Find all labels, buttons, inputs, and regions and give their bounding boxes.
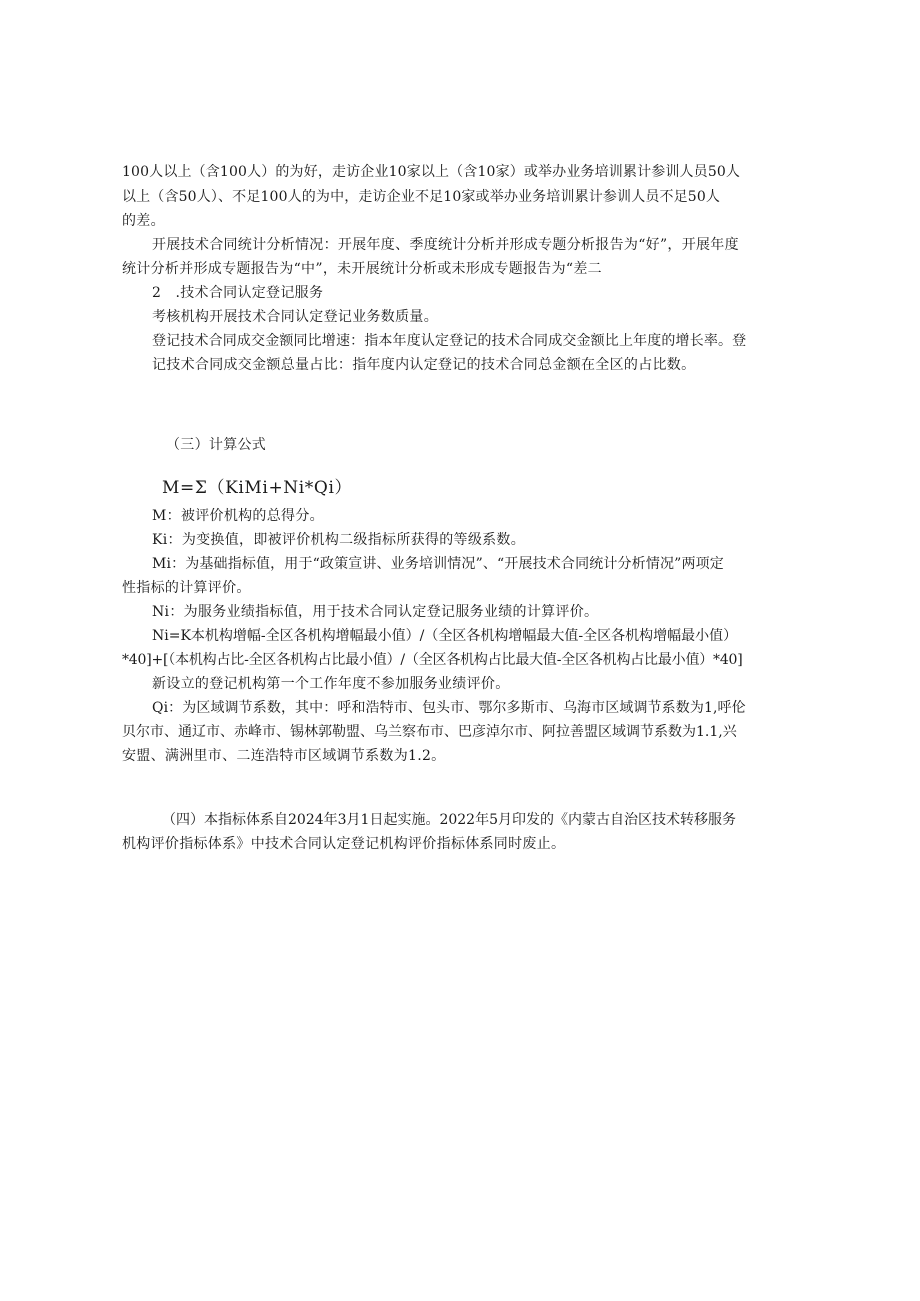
definition-mi-line-2: 性指标的计算评价。 xyxy=(122,580,251,596)
paragraph-1-line-3: 的差。 xyxy=(122,213,165,229)
paragraph-2-line-2: 统计分析并形成专题报告为“中”，未开展统计分析或未形成专题报告为“差二 xyxy=(122,261,602,277)
new-institution-note: 新设立的登记机构第一个工作年度不参加服务业绩评价。 xyxy=(152,676,510,692)
definition-ki: Ki：为变换值，即被评价机构二级指标所获得的等级系数。 xyxy=(152,532,526,548)
definition-m: M：被评价机构的总得分。 xyxy=(152,508,324,524)
definition-mi-line-1: Mi：为基础指标值，用于“政策宣讲、业务培训情况”、“开展技术合同统计分析情况”两项定 xyxy=(152,556,724,572)
definition-ni: Ni：为服务业绩指标值，用于技术合同认定登记服务业绩的计算评价。 xyxy=(152,604,599,620)
section-2-heading: 2 .技术合同认定登记服务 xyxy=(152,285,324,301)
paragraph-3-line-1: 登记技术合同成交金额同比增速：指本年度认定登记的技术合同成交金额比上年度的增长率。登 xyxy=(152,333,747,349)
section-2-intro: 考核机构开展技术合同认定登记业务数质量。 xyxy=(152,309,438,325)
definition-qi-line-1: Qi：为区域调节系数，其中：呼和浩特市、包头市、鄂尔多斯市、乌海市区域调节系数为1,呼伦 xyxy=(152,700,746,716)
section-4-line-2: 机构评价指标体系》中技术合同认定登记机构评价指标体系同时废止。 xyxy=(122,836,566,852)
paragraph-3-line-2: 记技术合同成交金额总量占比：指年度内认定登记的技术合同总金额在全区的占比数。 xyxy=(152,357,696,373)
paragraph-1-line-2: 以上（含50人）、不足100人的为中，走访企业不足10家或举办业务培训累计参训人员不足50人 xyxy=(122,189,721,205)
main-formula: M=Σ（KiMi+Ni*Qi） xyxy=(162,478,353,498)
ni-formula-line-1: Ni=K本机构增幅-全区各机构增幅最小值）/（全区各机构增幅最大值-全区各机构增幅最小值） xyxy=(152,628,738,644)
section-3-heading: （三）计算公式 xyxy=(166,437,267,453)
ni-formula-line-2: *40]+[（本机构占比-全区各机构占比最小值）/（全区各机构占比最大值-全区各机构占比最小值）*40] xyxy=(122,652,743,668)
paragraph-1-line-1: 100人以上（含100人）的为好，走访企业10家以上（含10家）或举办业务培训累计参训人员50人 xyxy=(122,164,741,180)
section-4-line-1: （四）本指标体系自2024年3月1日起实施。2022年5月印发的《内蒙古自治区技术转移服务 xyxy=(162,812,736,828)
definition-qi-line-3: 安盟、满洲里市、二连浩特市区域调节系数为1.2。 xyxy=(122,748,446,764)
paragraph-2-line-1: 开展技术合同统计分析情况：开展年度、季度统计分析并形成专题分析报告为“好”，开展年度 xyxy=(152,237,739,253)
definition-qi-line-2: 贝尔市、通辽市、赤峰市、锡林郭勒盟、乌兰察布市、巴彦淖尔市、阿拉善盟区域调节系数为1.1,兴 xyxy=(122,724,737,740)
